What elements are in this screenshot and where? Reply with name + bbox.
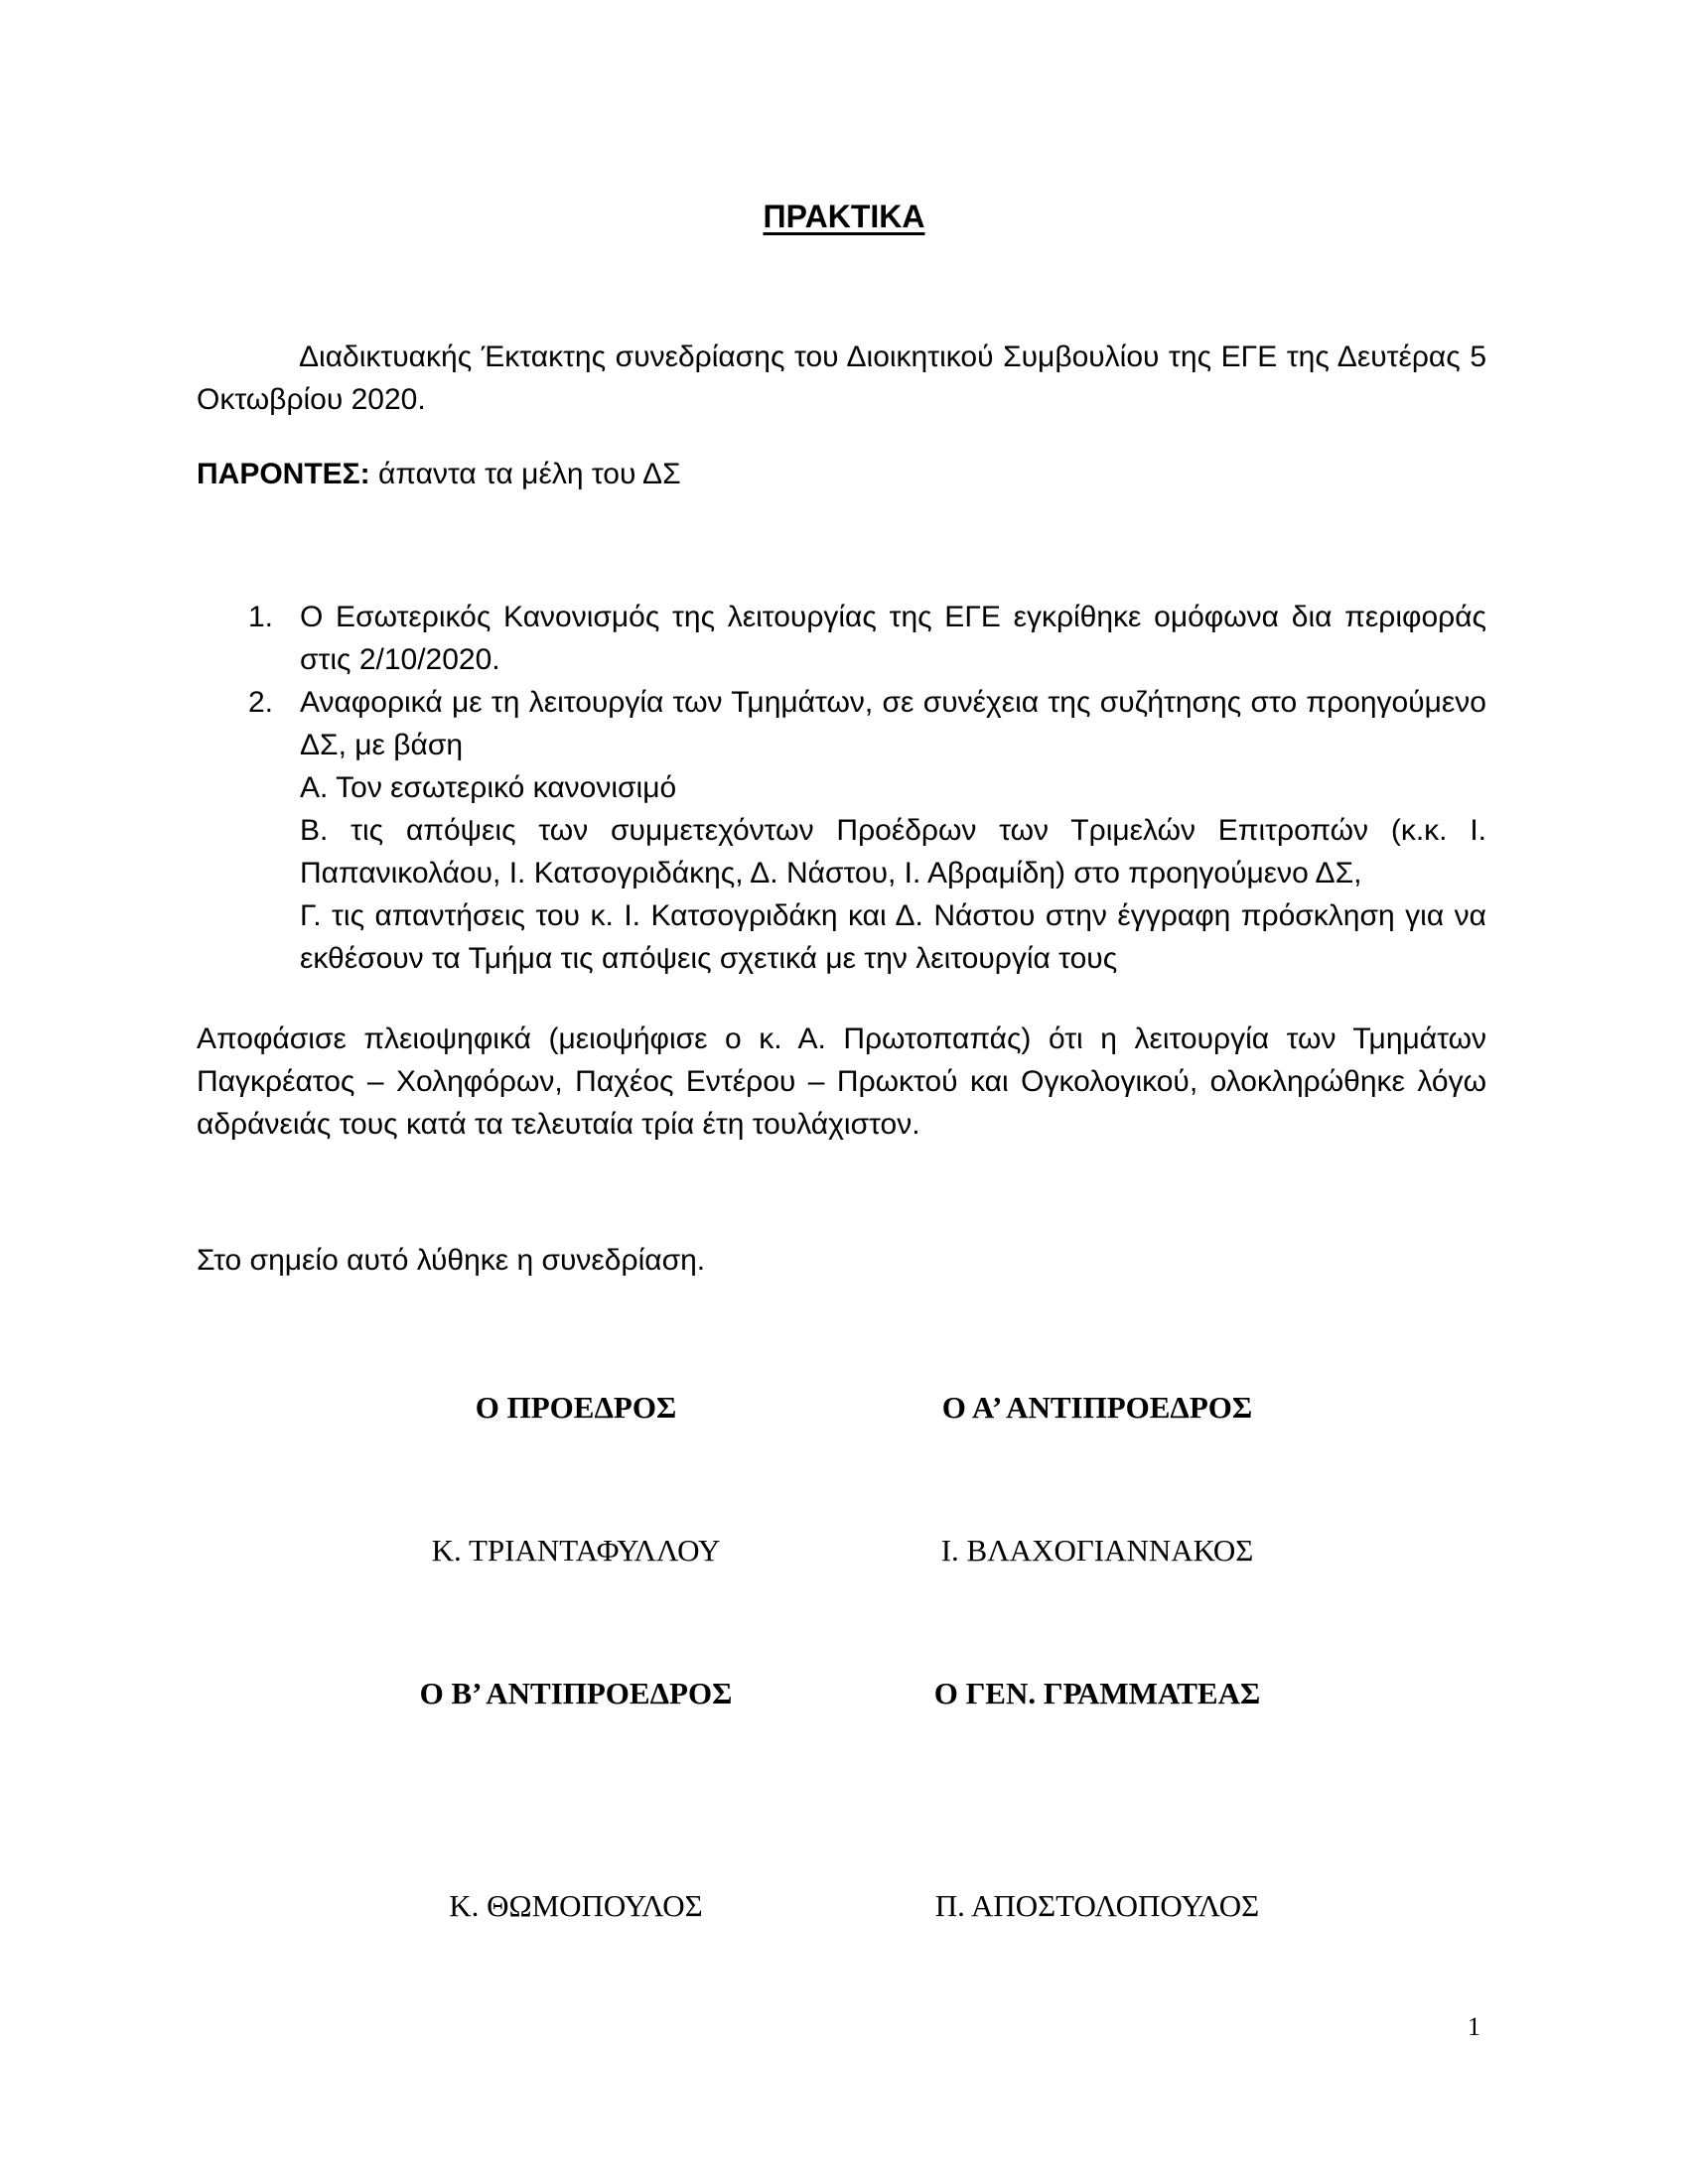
attendees-value: άπαντα τα μέλη του ΔΣ (369, 458, 681, 490)
agenda-list (248, 596, 1486, 980)
signature-name: Κ. ΤΡΙΑΝΤΑΦΥΛΛΟΥ (431, 1533, 721, 1568)
signature-name: Ι. ΒΛΑΧΟΓΙΑΝΝΑΚΟΣ (940, 1533, 1254, 1568)
signature-role: Ο Β’ ΑΝΤΙΠΡΟΕΔΡΟΣ (419, 1676, 733, 1710)
agenda-subitem: Γ. τις απαντήσεις του κ. Ι. Κατσογριδάκη και Δ. Νάστου στην έγγραφη πρόσκληση για να εκθέσουν τα Τμήμα τις απόψεις σχετικά με την λειτουργία τους (300, 899, 1486, 975)
intro-paragraph: Διαδικτυακής Έκτακτης συνεδρίασης του Διοικητικού Συμβουλίου της ΕΓΕ της Δευτέρας 5 Οκτωβρίου 2020. (197, 341, 1486, 416)
signature-role: Ο ΓΕΝ. ΓΡΑΜΜΑΤΕΑΣ (933, 1676, 1261, 1710)
closing-line: Στο σημείο αυτό λύθηκε η συνεδρίαση. (197, 1244, 706, 1277)
agenda-item-text: Ο Εσωτερικός Κανονισμός της λειτουργίας της ΕΓΕ εγκρίθηκε ομόφωνα δια περιφοράς στις 2/10/2020. (300, 601, 1486, 676)
agenda-subitem: Α. Τον εσωτερικό κανονισιμό (300, 771, 677, 804)
signature-role: Ο Α’ ΑΝΤΙΠΡΟΕΔΡΟΣ (941, 1390, 1253, 1425)
page-number: 1 (1468, 2012, 1480, 2041)
agenda-item-text: Αναφορικά με τη λειτουργία των Τμημάτων, σε συνέχεια της συζήτησης στο προηγούμενο ΔΣ, με βάση (300, 686, 1486, 761)
agenda-item (248, 596, 1486, 681)
attendees-line (197, 453, 1486, 495)
signature-name: Κ. ΘΩΜΟΠΟΥΛΟΣ (449, 1888, 703, 1923)
agenda-item-number: 1. (248, 601, 274, 633)
attendees-label: ΠΑΡΟΝΤΕΣ: (197, 458, 370, 490)
document-title: ΠΡΑΚΤΙΚΑ (763, 199, 925, 234)
agenda-item-number: 2. (248, 686, 274, 719)
signature-role: Ο ΠΡΟΕΔΡΟΣ (475, 1390, 677, 1425)
signature-name: Π. ΑΠΟΣΤΟΛΟΠΟΥΛΟΣ (934, 1888, 1260, 1923)
decision-paragraph: Αποφάσισε πλειοψηφικά (μειοψήφισε ο κ. Α. Πρωτοπαπάς) ότι η λειτουργία των Τμημάτων Παγκρέατος – Χοληφόρων, Παχέος Εντέρου – Πρωκτού και Ογκολογικού, ολοκληρώθηκε λόγω αδράνειάς τους κατά τα τελευταία τρία έτη τουλάχιστον. (197, 1023, 1486, 1141)
agenda-item (248, 681, 1486, 980)
agenda-subitem: Β. τις απόψεις των συμμετεχόντων Προέδρων των Τριμελών Επιτροπών (κ.κ. Ι. Παπανικολάου, Ι. Κατσογριδάκης, Δ. Νάστου, Ι. Αβραμίδη) στο προηγούμενο ΔΣ, (300, 814, 1486, 889)
